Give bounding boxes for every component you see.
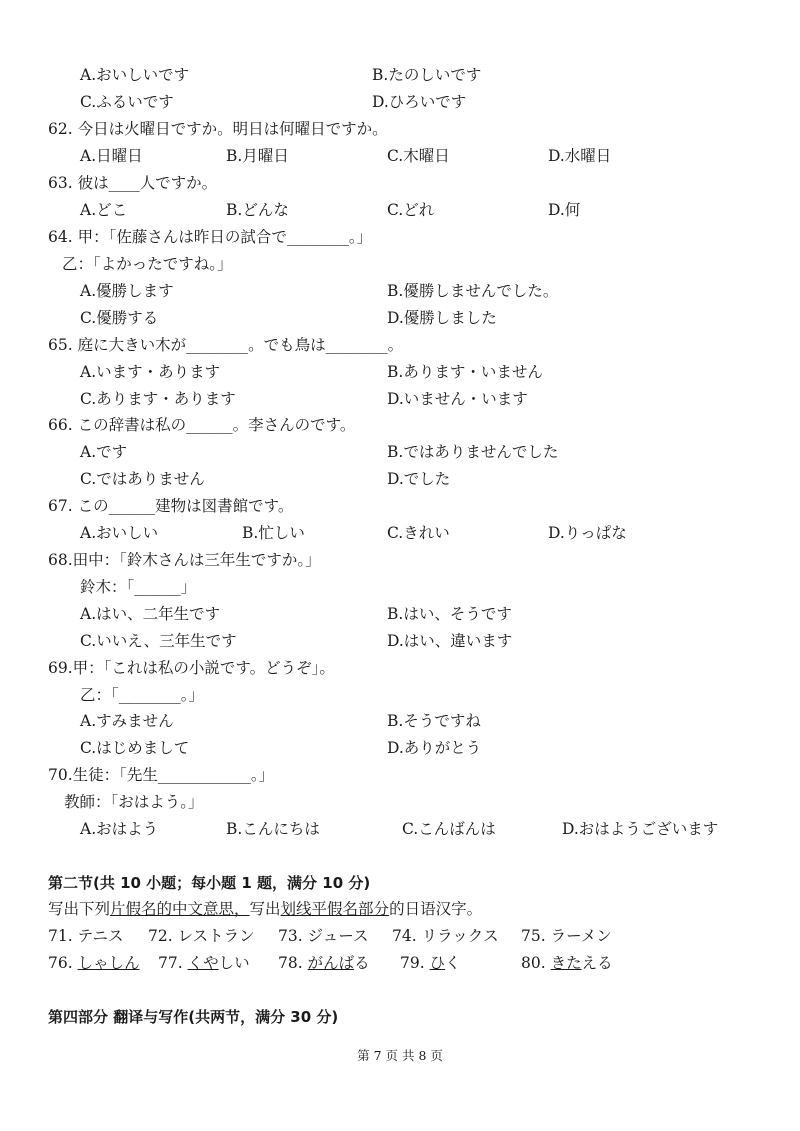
q67-option-b: B.忙しい [242, 524, 305, 542]
q62-option-c: C.木曜日 [387, 147, 450, 165]
q68-stem: 68.田中：「鈴木さんは三年生ですか。」 [48, 551, 321, 569]
q69-stem-reply: 乙：「________。」 [80, 686, 205, 704]
q80-underlined: きた [550, 954, 582, 972]
q77-rest: しい [218, 954, 250, 972]
q74: 74. リラックス [392, 927, 499, 945]
section2-instructions [48, 899, 482, 919]
q63-option-c: C.どれ [387, 201, 435, 219]
q65-option-b: B.あります・いません [387, 363, 543, 381]
q73: 73. ジュース [278, 927, 369, 945]
q64-stem-reply: 乙：「よかったですね。」 [62, 255, 233, 273]
q78-underlined: がんば [307, 954, 355, 972]
q65-option-a: A.います・あります [80, 363, 221, 381]
q69-option-d: D.ありがとう [387, 739, 482, 757]
q80-number: 80. [521, 954, 551, 972]
q79 [400, 953, 461, 973]
q62-option-d: D.水曜日 [548, 147, 612, 165]
instr-part-1: 写出下列 [48, 900, 111, 918]
instr-part-5: 的日语汉字。 [389, 900, 483, 918]
q65-option-d: D.いません・います [387, 390, 528, 408]
q70-option-c: C.こんばんは [402, 820, 496, 838]
q64-option-b: B.優勝しませんでした。 [387, 282, 559, 300]
q63-option-d: D.何 [548, 201, 581, 219]
q67-option-c: C.きれい [387, 524, 450, 542]
q68-option-d: D.はい、違います [387, 632, 513, 650]
q69-stem: 69.甲：「これは私の小説です。どうぞ」。 [48, 659, 335, 677]
q79-rest: く [445, 954, 461, 972]
q80 [521, 953, 613, 973]
q80-rest: える [581, 954, 613, 972]
q77-underlined: くや [187, 954, 219, 972]
q66-option-b: B.ではありませんでした [387, 443, 559, 461]
q63-option-a: A.どこ [80, 201, 128, 219]
part4-title: 第四部分 翻译与写作(共两节，满分 30 分) [48, 1008, 339, 1026]
q69-option-c: C.はじめまして [80, 739, 190, 757]
q62-option-a: A.日曜日 [80, 147, 143, 165]
q77-number: 77. [158, 954, 188, 972]
q70-stem: 70.生徒：「先生____________。」 [48, 766, 275, 784]
q61-option-a: A.おいしいです [80, 66, 190, 84]
q64-option-a: A.優勝します [80, 282, 174, 300]
q76 [48, 953, 140, 973]
q78-rest: る [354, 954, 370, 972]
q72: 72. レストラン [148, 927, 255, 945]
q67-option-d: D.りっぱな [548, 524, 627, 542]
q61-option-c: C.ふるいです [80, 93, 174, 111]
q66-option-d: D.でした [387, 470, 451, 488]
q65-stem: 65. 庭に大きい木が________。でも鳥は________。 [48, 336, 404, 354]
q79-number: 79. [400, 954, 430, 972]
q70-stem-reply: 教師：「おはよう。」 [64, 793, 204, 811]
instr-part-2: 片假名的中文意思， [110, 900, 250, 918]
q62-option-b: B.月曜日 [226, 147, 289, 165]
q76-underlined: しゃしん [77, 954, 140, 972]
section2-title: 第二节(共 10 小题；每小题 1 题，满分 10 分) [48, 874, 371, 892]
q78 [278, 953, 370, 973]
q70-option-a: A.おはよう [80, 820, 159, 838]
page-footer: 第 7 页 共 8 页 [357, 1048, 443, 1063]
q68-option-b: B.はい、そうです [387, 605, 512, 623]
q65-option-c: C.あります・あります [80, 390, 236, 408]
q68-stem-reply: 鈴木：「______」 [80, 578, 197, 596]
q64-option-d: D.優勝しました [387, 309, 497, 327]
q70-option-b: B.こんにちは [226, 820, 320, 838]
q66-option-c: C.ではありません [80, 470, 205, 488]
q78-number: 78. [278, 954, 308, 972]
q71: 71. テニス [48, 927, 124, 945]
q79-underlined: ひ [429, 954, 446, 972]
q64-option-c: C.優勝する [80, 309, 159, 327]
instr-part-4: 划线平假名部分 [280, 900, 390, 918]
q75: 75. ラーメン [521, 927, 612, 945]
q63-stem: 63. 彼は____人ですか。 [48, 174, 218, 192]
q67-stem: 67. この______建物は図書館です。 [48, 497, 294, 515]
q70-option-d: D.おはようございます [562, 820, 719, 838]
q66-stem: 66. この辞書は私の______。李さんのです。 [48, 416, 356, 434]
q68-option-c: C.いいえ、三年生です [80, 632, 237, 650]
q69-option-b: B.そうですね [387, 712, 481, 730]
q61-option-d: D.ひろいです [372, 93, 467, 111]
q76-number: 76. [48, 954, 78, 972]
q61-option-b: B.たのしいです [372, 66, 482, 84]
instr-part-3: 写出 [249, 900, 281, 918]
q67-option-a: A.おいしい [80, 524, 159, 542]
q62-stem: 62. 今日は火曜日ですか。明日は何曜日ですか。 [48, 120, 388, 138]
q77 [158, 953, 250, 973]
q69-option-a: A.すみません [80, 712, 174, 730]
q64-stem: 64. 甲：「佐藤さんは昨日の試合で________。」 [48, 228, 373, 246]
q63-option-b: B.どんな [226, 201, 289, 219]
q66-option-a: A.です [80, 443, 128, 461]
q68-option-a: A.はい、二年生です [80, 605, 221, 623]
